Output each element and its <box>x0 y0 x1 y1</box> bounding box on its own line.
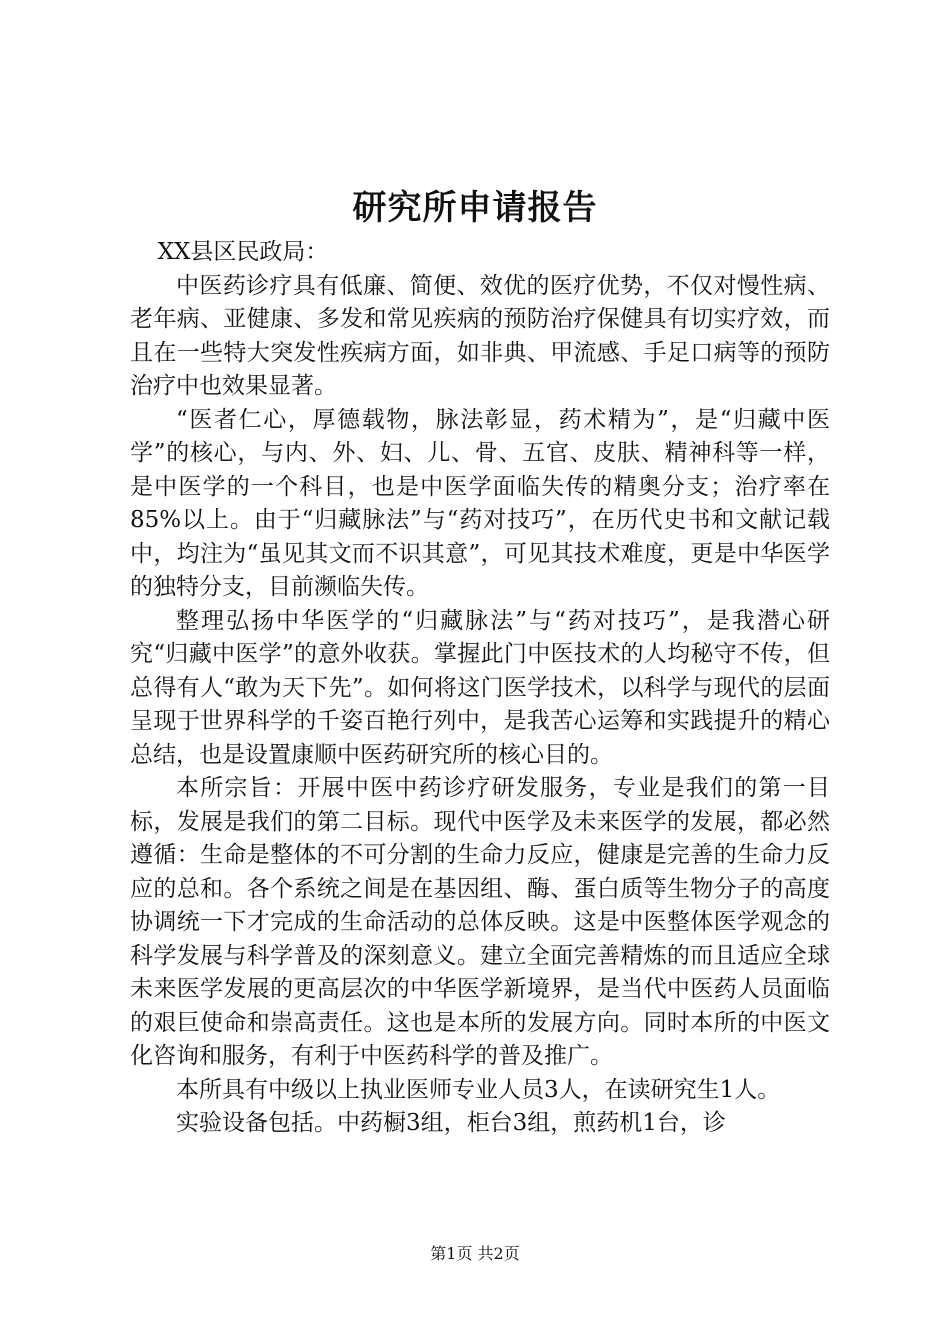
document-body <box>130 236 830 1141</box>
document-title: 研究所申请报告 <box>352 188 598 228</box>
page-number-footer: 第1页 共2页 <box>430 1244 520 1263</box>
paragraph-advantages: 中医药诊疗具有低廉、简便、效优的医疗优势，不仅对慢性病、老年病、亚健康、多发和常见疾病的预防治疗保健具有切实疗效，而且在一些特大突发性疾病方面，如非典、甲流感、手足口病等的预防治疗中也效果显著。 <box>130 272 830 399</box>
paragraph-guizang-core: “医者仁心，厚德载物，脉法彰显，药术精为”，是“归藏中医学”的核心，与内、外、妇、儿、骨、五官、皮肤、精神科等一样，是中医学的一个科目，也是中医学面临失传的精奥分支；治疗率在85%以上。由于“归藏脉法”与“药对技巧”，在历代史书和文献记载中，均注为“虽见其文而不识其意”，可见其技术难度，更是中华医学的独特分支，目前濒临失传。 <box>130 406 830 600</box>
paragraph-research-purpose: 整理弘扬中华医学的“归藏脉法”与“药对技巧”，是我潜心研究“归藏中医学”的意外收获。掌握此门中医技术的人均秘守不传，但总得有人“敢为天下先”。如何将这门医学技术，以科学与现代的层面呈现于世界科学的千姿百艳行列中，是我苦心运筹和实践提升的精心总结，也是设置康顺中医药研究所的核心目的。 <box>130 607 830 768</box>
paragraph-equipment: 实验设备包括。中药橱3组，柜台3组，煎药机1台，诊 <box>176 1110 726 1136</box>
paragraph-staff: 本所具有中级以上执业医师专业人员3人，在读研究生1人。 <box>176 1076 781 1103</box>
salutation: XX县区民政局： <box>157 239 329 265</box>
paragraph-mission: 本所宗旨：开展中医中药诊疗研发服务，专业是我们的第一目标，发展是我们的第二目标。现代中医学及未来医学的发展，都必然遵循：生命是整体的不可分割的生命力反应，健康是完善的生命力反应的总和。各个系统之间是在基因组、酶、蛋白质等生物分子的高度协调统一下才完成的生命活动的总体反映。这是中医整体医学观念的科学发展与科学普及的深刻意义。建立全面完善精炼的而且适应全球未来医学发展的更高层次的中华医学新境界，是当代中医药人员面临的艰巨使命和崇高责任。这也是本所的发展方向。同时本所的中医文化咨询和服务，有利于中医药科学的普及推广。 <box>130 775 830 1069</box>
